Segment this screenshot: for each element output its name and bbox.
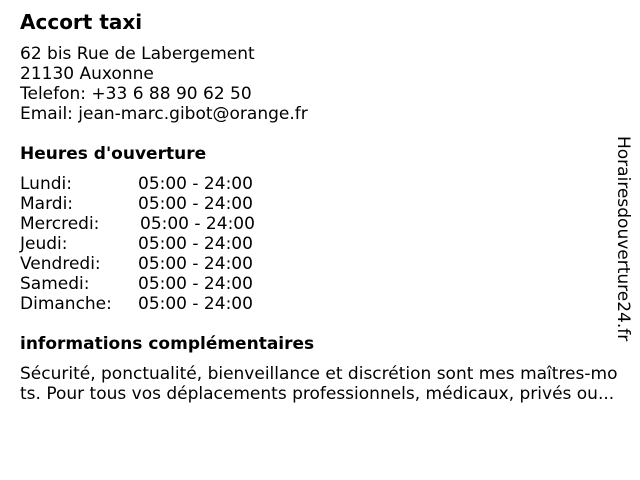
opening-hours-heading: Heures d'ouverture <box>20 144 207 164</box>
time-range: 05:00 - 24:00 <box>138 274 253 294</box>
address-street: 62 bis Rue de Labergement <box>20 44 255 64</box>
day-label: Mardi: <box>20 194 74 214</box>
business-name: Accort taxi <box>20 10 143 34</box>
hours-row-friday <box>20 254 280 274</box>
day-label: Mercredi: <box>20 214 100 234</box>
hours-row-tuesday <box>20 194 280 214</box>
time-range: 05:00 - 24:00 <box>138 294 253 314</box>
opening-hours-list <box>20 174 280 314</box>
info-line-1: Sécurité, ponctualité, bienveillance et discrétion sont mes maîtres-mo <box>20 364 618 384</box>
hours-row-wednesday <box>20 214 280 234</box>
additional-info-heading: informations complémentaires <box>20 334 315 354</box>
day-label: Samedi: <box>20 274 90 294</box>
hours-row-sunday <box>20 294 280 314</box>
time-range: 05:00 - 24:00 <box>138 254 253 274</box>
day-label: Dimanche: <box>20 294 112 314</box>
hours-row-monday <box>20 174 280 194</box>
email-address: Email: jean-marc.gibot@orange.fr <box>20 104 308 124</box>
address-city: 21130 Auxonne <box>20 64 154 84</box>
day-label: Jeudi: <box>20 234 68 254</box>
phone-number: Telefon: +33 6 88 90 62 50 <box>20 84 252 104</box>
hours-row-saturday <box>20 274 280 294</box>
time-range: 05:00 - 24:00 <box>138 234 253 254</box>
site-watermark: Horairesdouverture24.fr <box>613 136 633 342</box>
time-range: 05:00 - 24:00 <box>138 174 253 194</box>
info-line-2: ts. Pour tous vos déplacements professionnels, médicaux, privés ou... <box>20 384 615 404</box>
time-range: 05:00 - 24:00 <box>140 214 255 234</box>
day-label: Vendredi: <box>20 254 101 274</box>
time-range: 05:00 - 24:00 <box>138 194 253 214</box>
day-label: Lundi: <box>20 174 72 194</box>
contact-block <box>20 44 308 124</box>
additional-info-text <box>20 364 630 404</box>
hours-row-thursday <box>20 234 280 254</box>
